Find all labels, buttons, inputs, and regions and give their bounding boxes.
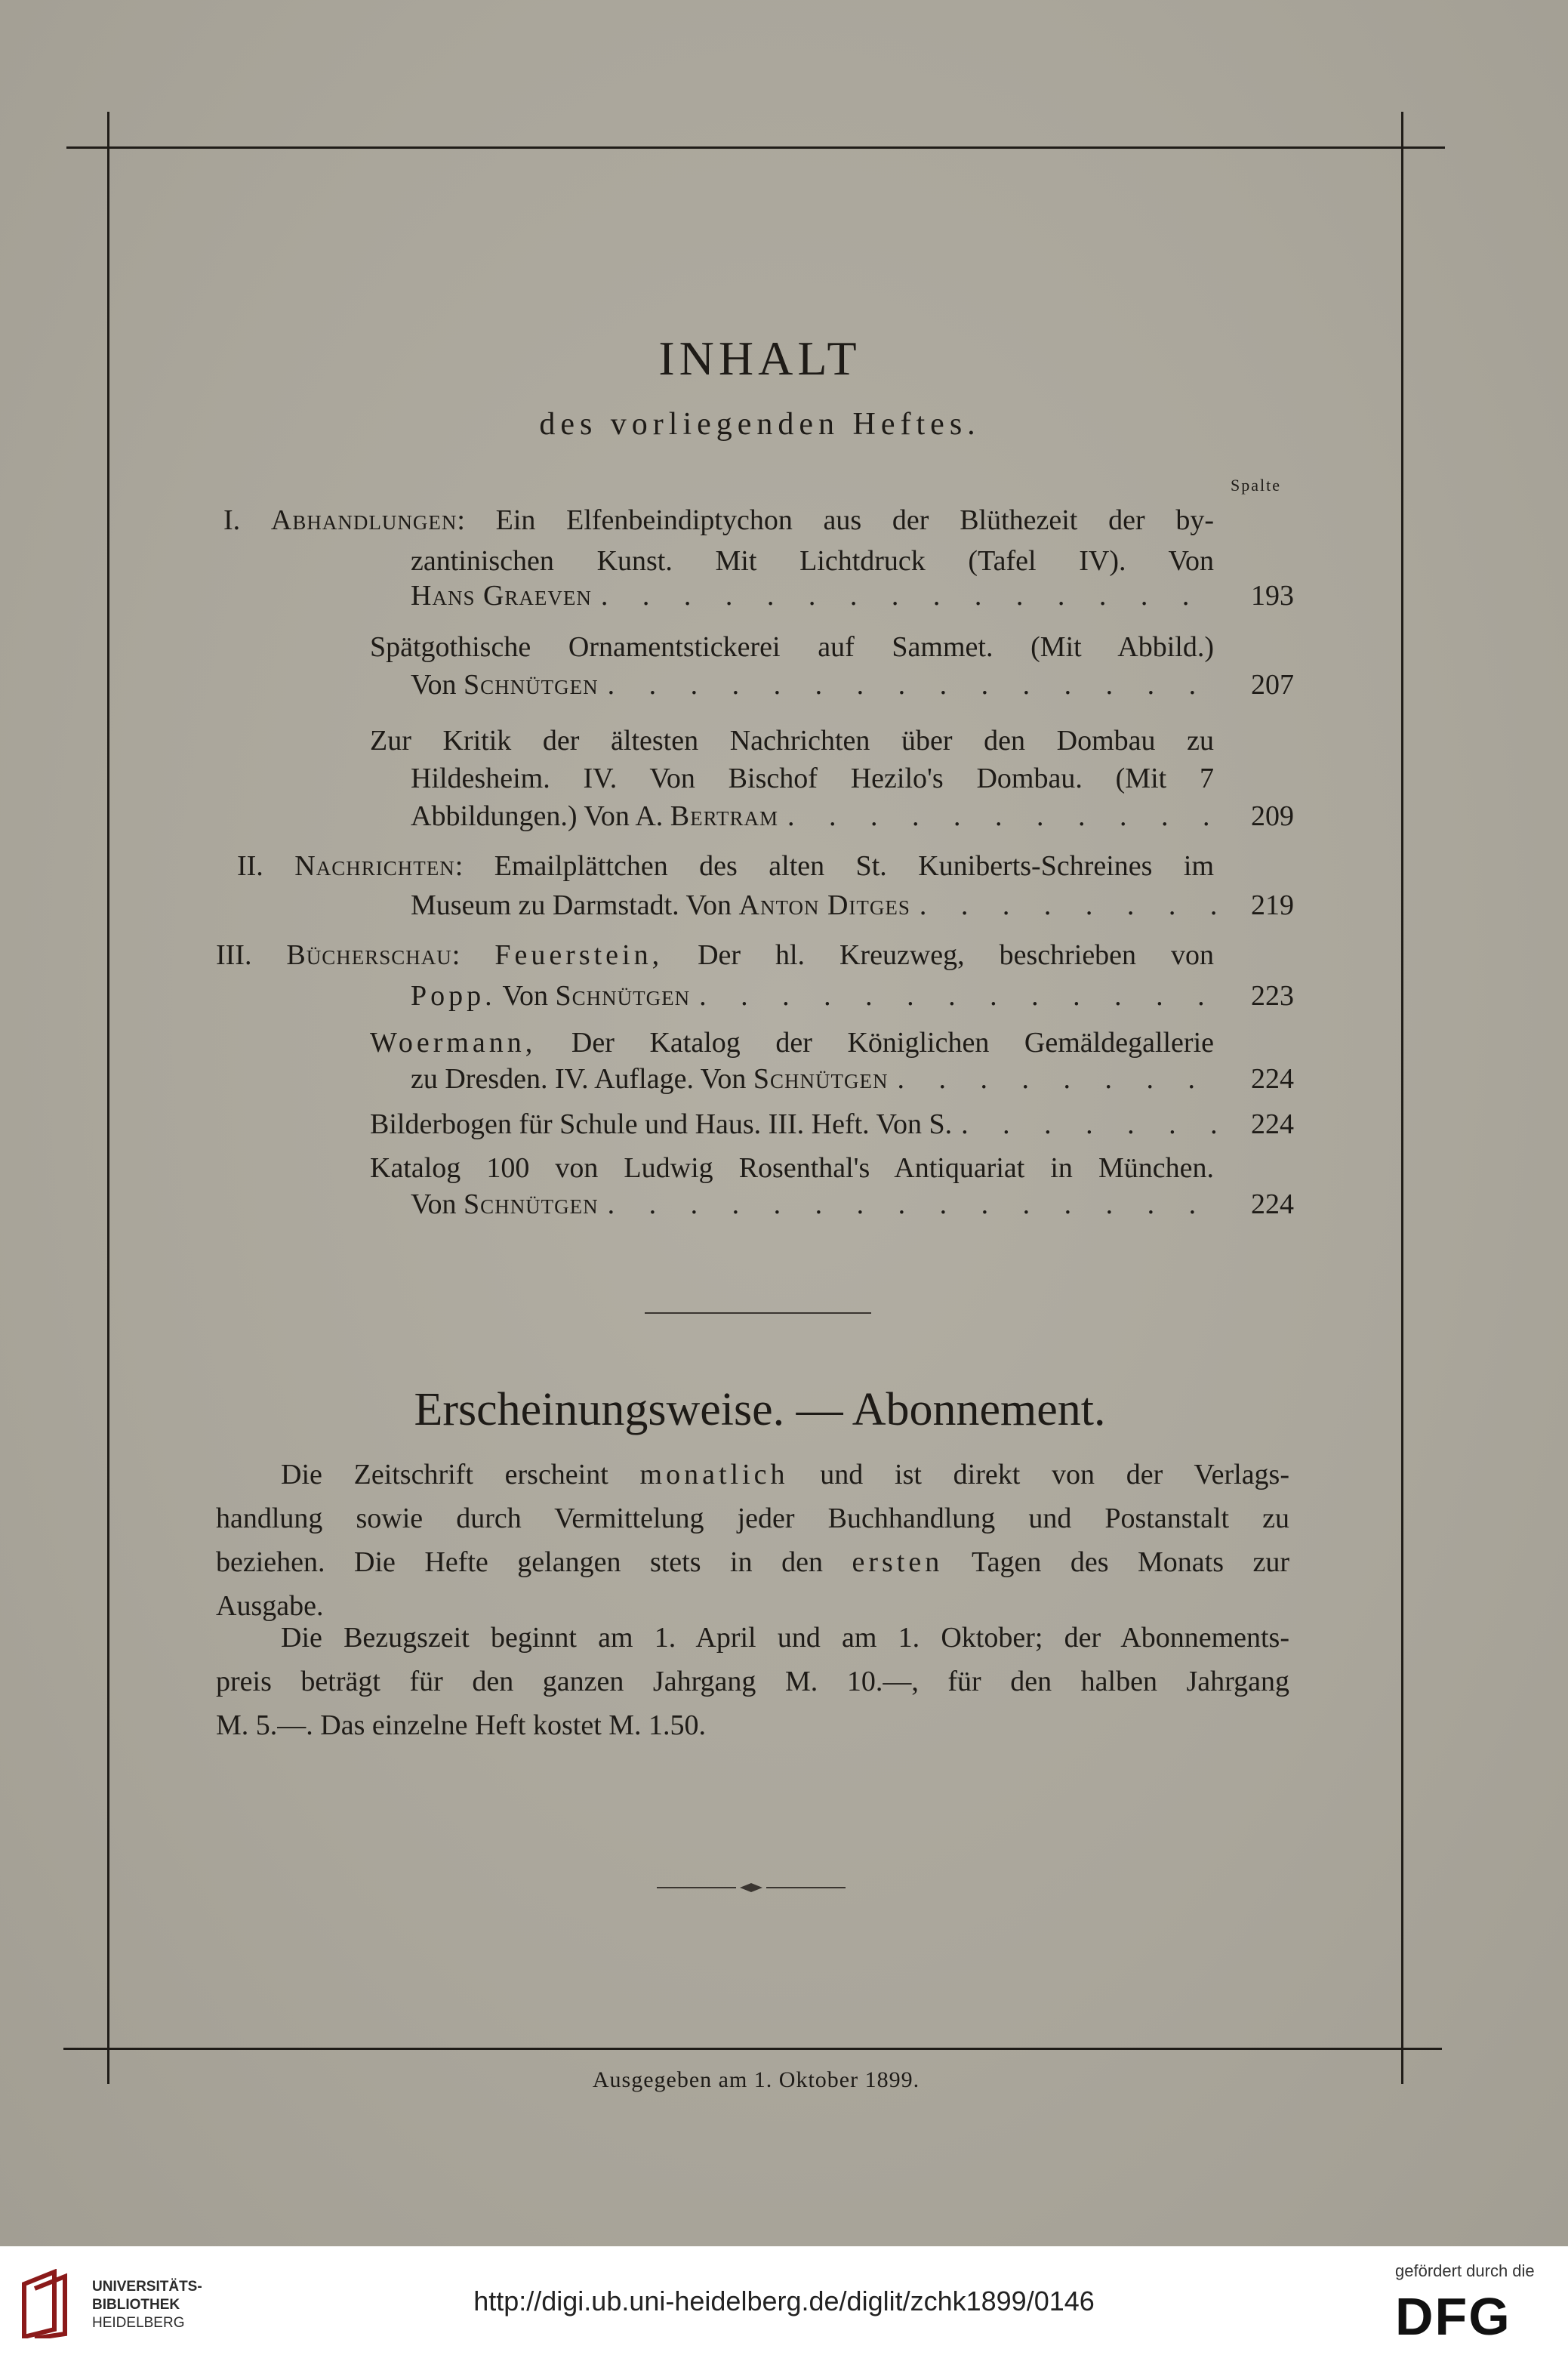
toc-line: Katalog 100 von Ludwig Rosenthal's Antiquariat in München.: [370, 1152, 1214, 1184]
toc-line: Von Schnütgen . . .: [411, 1185, 1218, 1223]
toc-line: Hildesheim. IV. Von Bischof Hezilo's Dombau. (Mit 7: [411, 763, 1214, 794]
toc-page-number: 224: [1251, 1063, 1294, 1095]
library-name: UNIVERSITÄTS- BIBLIOTHEK HEIDELBERG: [92, 2279, 202, 2331]
toc-line: I. Abhandlungen: Ein Elfenbeindiptychon aus der Blüthezeit der by-: [223, 504, 1215, 536]
toc-line: Hans Graeven . . .: [411, 577, 1218, 615]
toc-page-number: 224: [1251, 1188, 1294, 1220]
ornament-divider: [657, 1880, 846, 1895]
toc-line: Woermann, Der Katalog der Königlichen Gemäldegallerie: [370, 1027, 1215, 1059]
toc-page-number: 193: [1251, 580, 1294, 612]
toc-line: Spätgothische Ornamentstickerei auf Sammet. (Mit Abbild.): [370, 631, 1214, 663]
toc-page-number: 219: [1251, 889, 1294, 921]
paragraph-line: Ausgabe.: [216, 1590, 324, 1622]
toc-page-number: 207: [1251, 669, 1294, 701]
section-heading: Erscheinungsweise. — Abonnement.: [414, 1384, 1106, 1435]
paragraph-line: handlung sowie durch Vermittelung jeder Buchhandlung und Postanstalt zu: [216, 1503, 1289, 1534]
issue-date: Ausgegeben am 1. Oktober 1899.: [592, 2067, 920, 2092]
paragraph-line: M. 5.—. Das einzelne Heft kostet M. 1.50.: [216, 1709, 707, 1741]
toc-page-number: 223: [1251, 980, 1294, 1012]
toc-line: II. Nachrichten: Emailplättchen des alten St. Kuniberts-Schreines im: [237, 850, 1214, 882]
toc-page-number: 209: [1251, 800, 1294, 832]
frame-bottom-rule: [63, 2048, 1442, 2050]
digitization-bar: [0, 2246, 1568, 2355]
toc-line: Von Schnütgen . . .: [411, 666, 1218, 704]
permalink-url[interactable]: http://digi.ub.uni-heidelberg.de/diglit/zchk1899/0146: [473, 2286, 1095, 2316]
toc-line: Bilderbogen für Schule und Haus. III. Heft. Von S. . . .: [370, 1105, 1218, 1143]
paragraph-line: Die Zeitschrift erscheint monatlich und ist direkt von der Verlags-: [281, 1459, 1289, 1490]
paragraph-line: Die Bezugszeit beginnt am 1. April und am 1. Oktober; der Abonnements-: [281, 1622, 1289, 1654]
column-label: Spalte: [1231, 476, 1281, 495]
toc-line: Popp. Von Schnütgen . . .: [411, 977, 1218, 1015]
section-divider: [645, 1312, 871, 1314]
paragraph-publication: [216, 1453, 1289, 1628]
paragraph-line: beziehen. Die Hefte gelangen stets in den ersten Tagen des Monats zur: [216, 1546, 1290, 1578]
toc-line: zantinischen Kunst. Mit Lichtdruck (Tafel IV). Von: [411, 545, 1214, 577]
toc-line: Abbildungen.) Von A. Bertram . . .: [411, 797, 1218, 835]
toc-line: Museum zu Darmstadt. Von Anton Ditges . . .: [411, 886, 1218, 924]
funding-caption: gefördert durch die: [1395, 2261, 1535, 2280]
dfg-logo: DFG: [1395, 2287, 1511, 2346]
paragraph-line: preis beträgt für den ganzen Jahrgang M. 10.—, für den halben Jahrgang: [216, 1666, 1289, 1697]
page-title: INHALT: [658, 331, 861, 385]
toc-line: Zur Kritik der ältesten Nachrichten über den Dombau zu: [370, 725, 1214, 757]
paragraph-subscription: [216, 1616, 1289, 1747]
toc-line: III. Bücherschau: Feuerstein, Der hl. Kreuzweg, beschrieben von: [216, 939, 1214, 971]
page-subtitle: des vorliegenden Heftes.: [539, 407, 981, 442]
toc-line: zu Dresden. IV. Auflage. Von Schnütgen . . .: [411, 1060, 1218, 1098]
frame-top-rule: [66, 146, 1445, 149]
toc-page-number: 224: [1251, 1108, 1294, 1140]
